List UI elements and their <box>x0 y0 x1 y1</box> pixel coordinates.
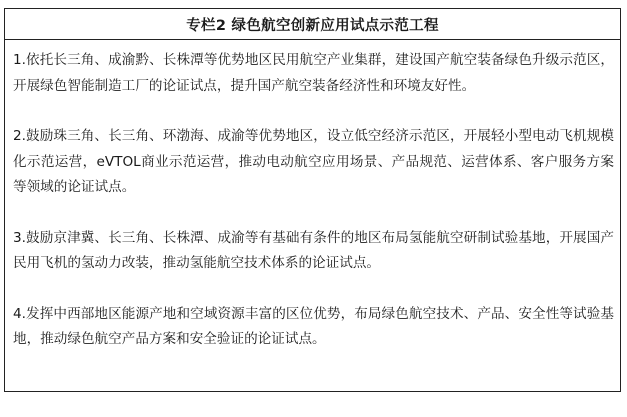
column-title: 专栏2 绿色航空创新应用试点示范工程 <box>5 9 620 40</box>
column-box <box>4 8 621 392</box>
paragraph-4: 4.发挥中西部地区能源产地和空域资源丰富的区位优势，布局绿色航空技术、产品、安全性等试验基地，推动绿色航空产品方案和安全验证的论证试点。 <box>13 305 614 347</box>
paragraph-2: 2.鼓励珠三角、长三角、环渤海、成渝等优势地区，设立低空经济示范区，开展轻小型电动飞机规模化示范运营，eVTOL商业示范运营，推动电动航空应用场景、产品规范、运营体系、客户服务方案等领域的论证试点。 <box>13 128 614 195</box>
paragraph-1: 1.依托长三角、成渝黔、长株潭等优势地区民用航空产业集群，建设国产航空装备绿色升级示范区，开展绿色智能制造工厂的论证试点，提升国产航空装备经济性和环境友好性。 <box>13 52 614 94</box>
column-content <box>5 40 620 353</box>
paragraph-3: 3.鼓励京津冀、长三角、长株潭、成渝等有基础有条件的地区布局氢能航空研制试验基地，开展国产民用飞机的氢动力改装，推动氢能航空技术体系的论证试点。 <box>13 229 614 271</box>
